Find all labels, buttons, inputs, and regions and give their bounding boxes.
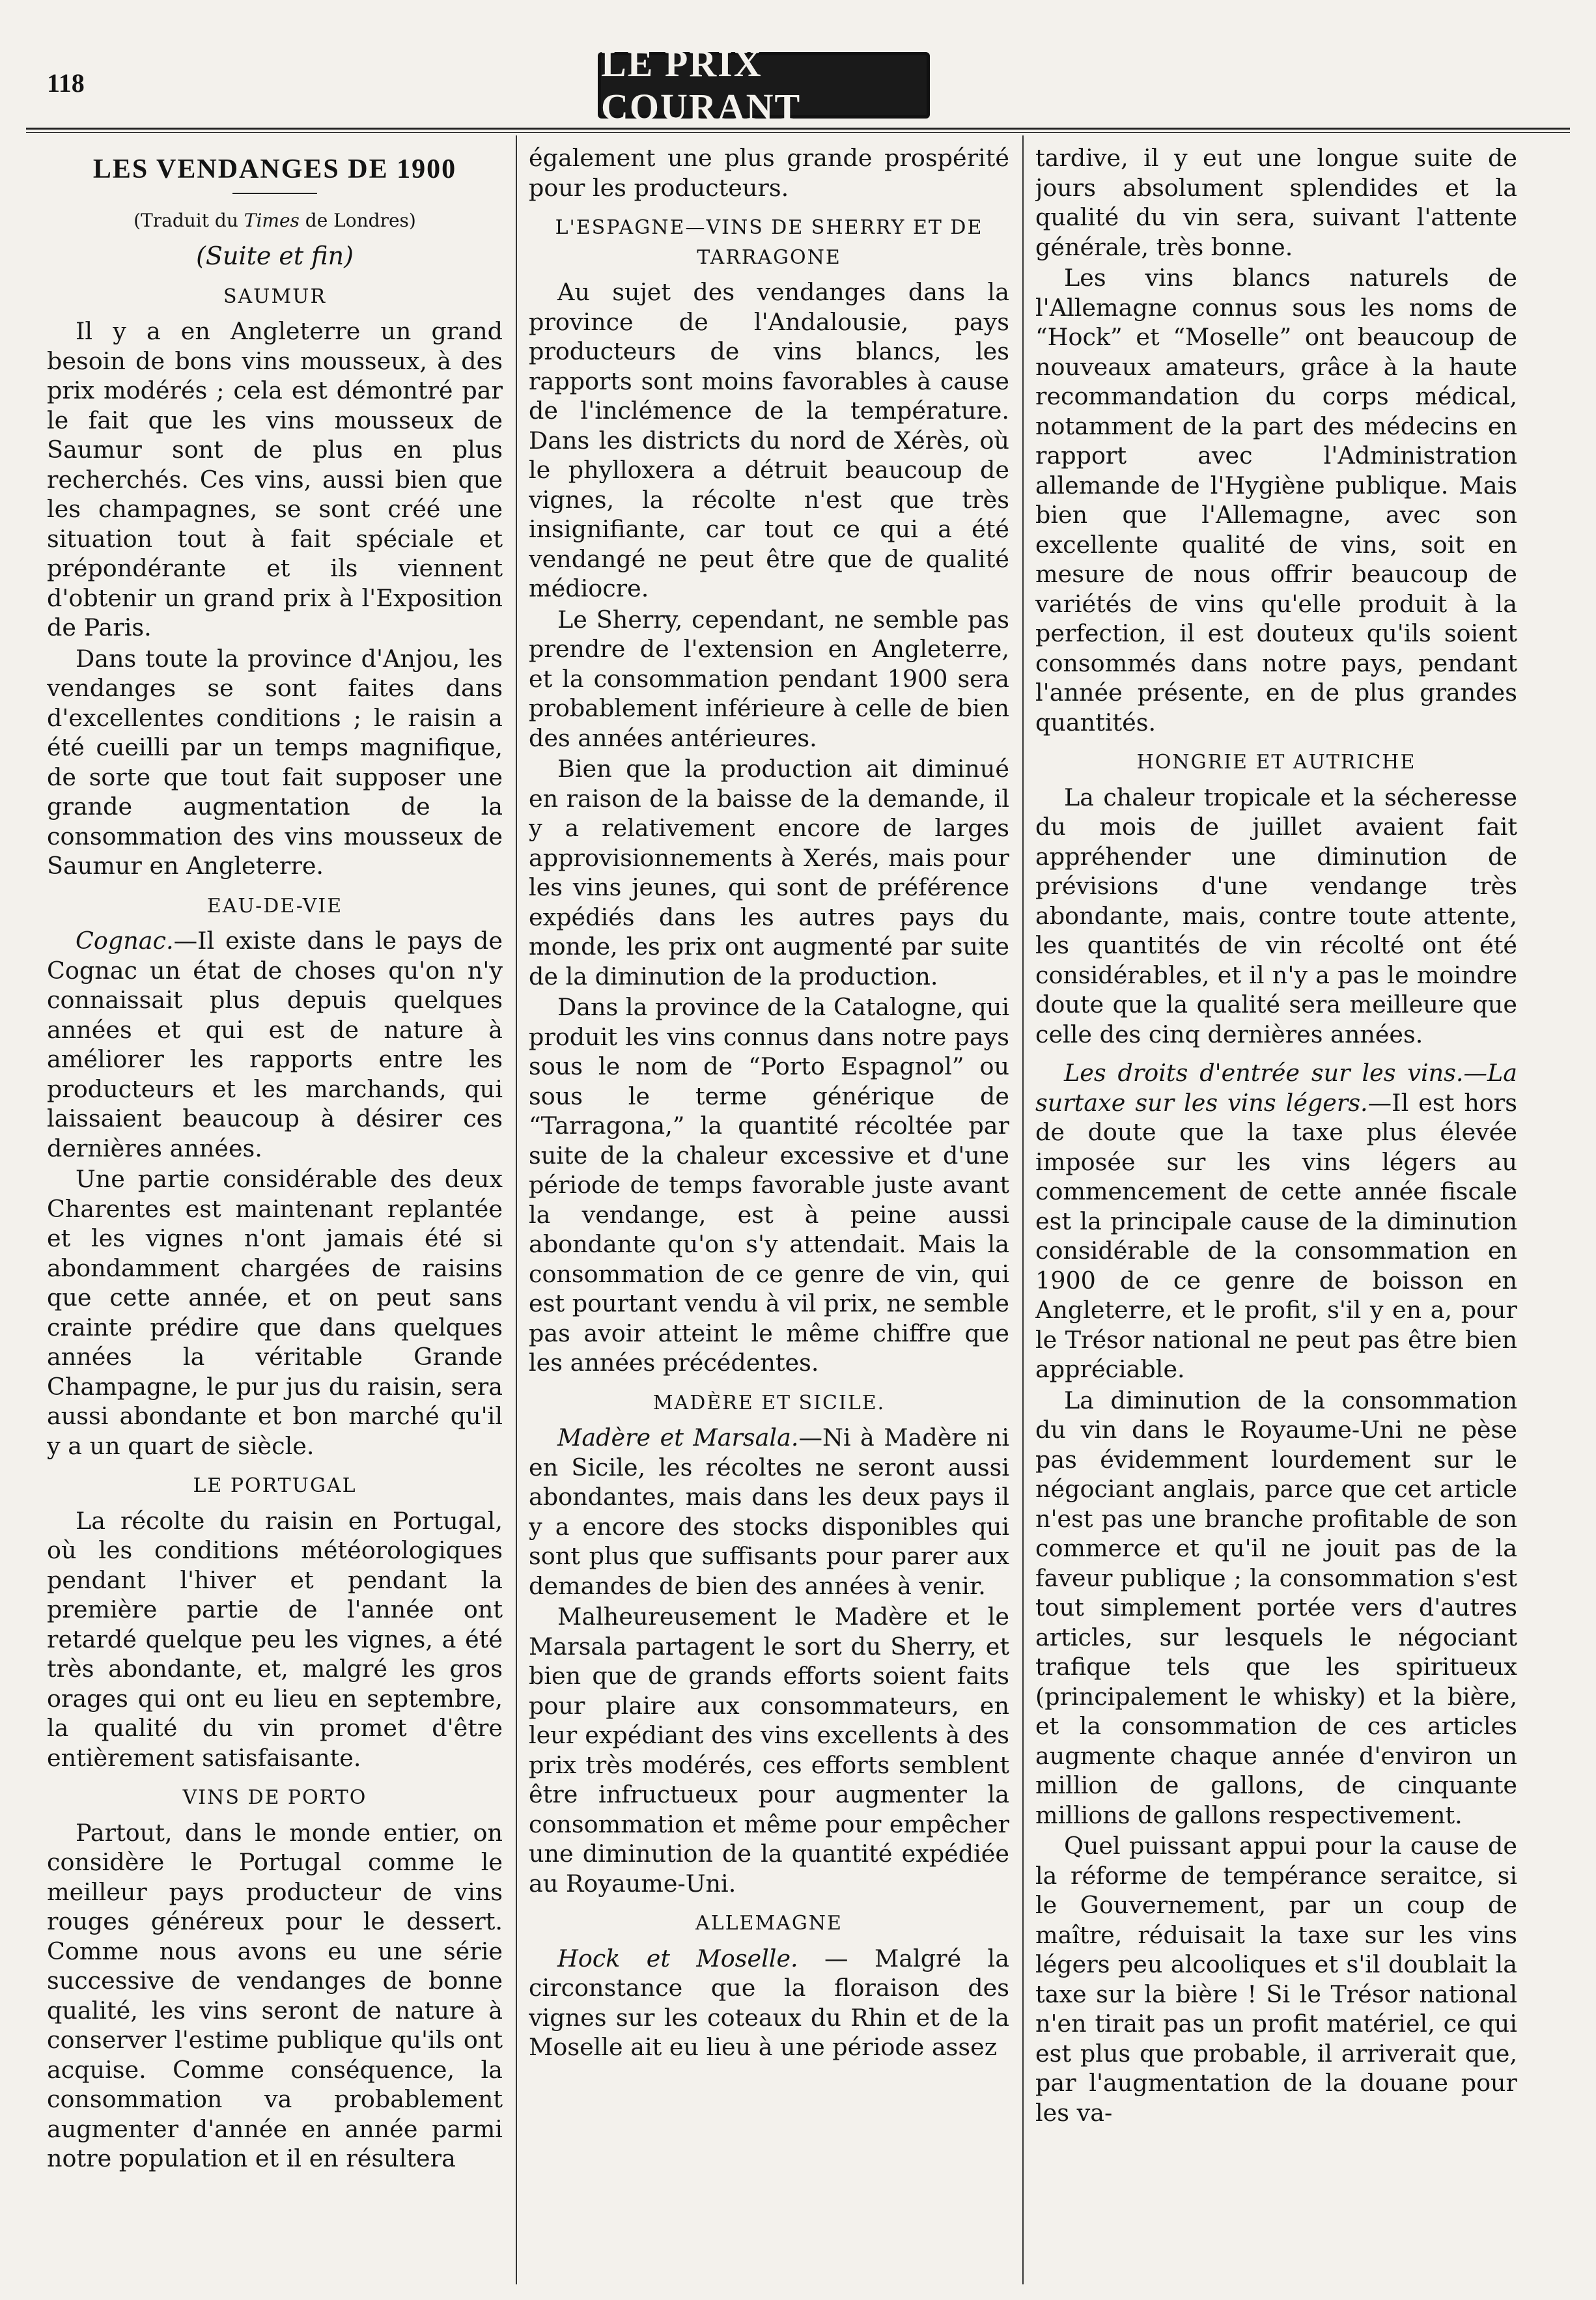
paragraph: Partout, dans le monde entier, on considère le Portugal comme le meilleur pays producteur de vins rouges généreux pour le dessert. Comme nous avons eu une série successive de vendanges de bonne qualité, les vins seront de nature à conserver l'estime publique qu'ils ont acquise. Comme conséquence, la consommation va probablement augmenter d'année en année parmi notre population et il en résultera bbox=[47, 1818, 503, 2172]
section-heading-espagne: L'ESPAGNE—VINS DE SHERRY ET DE TARRAGONE bbox=[555, 216, 983, 269]
column-2 bbox=[529, 143, 1009, 2279]
section-heading-portugal: LE PORTUGAL bbox=[193, 1474, 357, 1497]
paragraph: Il y a en Angleterre un grand besoin de bons vins mousseux, à des prix modérés ; cela est démontré par le fait que les vins mousseux de Saumur sont de plus en plus recherchés. Ces vins, aussi bien que les champagnes, se sont créé une situation tout à fait spéciale et prépondérante et ils viennent d'obtenir un grand prix à l'Exposition de Paris. bbox=[47, 317, 503, 641]
paragraph: Une partie considérable des deux Charentes est maintenant replantée et les vignes n'ont jamais été si abondamment chargées de raisins que cette année, et on peut sans crainte prédire que dans quelques années la véritable Grande Champagne, le pur jus du raisin, sera aussi abondante et bon marché qu'il y a un quart de siècle. bbox=[47, 1165, 503, 1460]
source-paper: Times bbox=[244, 209, 300, 231]
section-heading-allemagne: ALLEMAGNE bbox=[695, 1912, 843, 1935]
paragraph: Au sujet des vendanges dans la province de l'Andalousie, pays producteurs de vins blancs, les rapports sont moins favorables à cause de l'inclémence de la température. Dans les districts du nord de Xérès, où le phylloxera a détruit beaucoup de vignes, la récolte n'est que très insignifiante, car tout ce qui a été vendangé ne peut être que de qualité médiocre. bbox=[529, 278, 1009, 602]
column-1 bbox=[47, 143, 503, 2279]
title-rule bbox=[232, 193, 317, 194]
paragraph bbox=[529, 1944, 1009, 2062]
source-prefix: (Traduit du bbox=[133, 209, 244, 231]
paragraph: La récolte du raisin en Portugal, où les conditions météorologiques pendant l'hiver et pendant la première partie de l'année ont retardé quelque peu les vignes, a été très abondante, et, malgré les gros orages qui ont eu lieu en septembre, la qualité du vin promet d'être entièrement satisfaisante. bbox=[47, 1506, 503, 1772]
article-subtitle: (Suite et fin) bbox=[196, 242, 354, 270]
paragraph: Bien que la production ait diminué en raison de la baisse de la demande, il y a relativement encore de larges approvisionnements à Xerés, mais pour les vins jeunes, qui sont de préférence expédiés dans les autres pays du monde, les prix ont augmenté par suite de la diminution de la production. bbox=[529, 755, 1009, 990]
paragraph-text: —Ni à Madère ni en Sicile, les récoltes ne seront aussi abondantes, mais dans les deux pays il y a encore des stocks disponibles qui sont plus que suffisants pour parer aux demandes de bien des années à venir. bbox=[529, 1423, 1009, 1600]
paragraph-lead: Cognac. bbox=[76, 927, 174, 955]
page-number: 118 bbox=[47, 68, 85, 98]
column-divider bbox=[516, 135, 517, 2284]
paragraph: Les vins blancs naturels de l'Allemagne connus sous les noms de “Hock” et “Moselle” ont beaucoup de nouveaux amateurs, grâce à la haute recommandation du corps médical, notamment de la part des médecins en rapport avec l'Administration allemande de l'Hygiène publique. Mais bien que l'Allemagne, avec son excellente qualité de vins, soit en mesure de nous offrir beaucoup de variétés de vins qu'elle produit à la perfection, il est douteux qu'ils soient consommés dans notre pays, pendant l'année présente, en de plus grandes quantités. bbox=[1035, 264, 1517, 736]
paragraph: La diminution de la consommation du vin dans le Royaume-Uni ne pèse pas évidemment lourdement sur le négociant anglais, parce que cet article n'est pas une branche profitable de son commerce et qu'il ne jouit pas de la faveur publique ; la consommation s'est tout simplement portée vers d'autres articles, sur lesquels le négociant trafique tels que les spiritueux (principalement le whisky) et la bière, et la consommation de ces articles augmente chaque année d'environ un million de gallons, de cinquante millions de gallons respectivement. bbox=[1035, 1386, 1517, 1829]
paragraph: tardive, il y eut une longue suite de jours absolument splendides et la qualité du vin sera, suivant l'attente générale, très bonne. bbox=[1035, 144, 1517, 261]
paragraph bbox=[529, 1423, 1009, 1601]
paragraph: Dans la province de la Catalogne, qui produit les vins connus dans notre pays sous le nom de “Porto Espagnol” ou sous le terme générique de “Tarragona,” la quantité récoltée par suite de la chaleur excessive et d'une période de temps favorable juste avant la vendange, est à peine aussi abondante qu'on s'y attendait. Mais la consommation de ce genre de vin, qui est pourtant vendu à vil prix, ne semble pas avoir atteint le même chiffre que les années précédentes. bbox=[529, 993, 1009, 1377]
paragraph-lead: Les droits d'entrée sur les vins.—La surtaxe sur les vins légers. bbox=[1035, 1059, 1517, 1117]
paragraph: Dans toute la province d'Anjou, les vendanges se sont faites dans d'excellentes conditions ; le raisin a été cueilli par un temps magnifique, de sorte que tout fait supposer une grande augmentation de la consommation des vins mousseux de Saumur en Angleterre. bbox=[47, 644, 503, 880]
paragraph-text: —Il existe dans le pays de Cognac un état de choses qu'on n'y connaissait plus depuis quelques années et qui est de nature à améliorer les rapports entre les producteurs et les marchands, qui laissaient beaucoup à désirer ces dernières années. bbox=[47, 927, 503, 1162]
paragraph bbox=[47, 926, 503, 1163]
section-heading-saumur: SAUMUR bbox=[223, 285, 327, 308]
paragraph-lead: Hock et Moselle. bbox=[557, 1944, 798, 1972]
section-heading-madere: MADÈRE ET SICILE. bbox=[652, 1391, 886, 1414]
paragraph: Malheureusement le Madère et le Marsala partagent le sort du Sherry, et bien que de grands efforts soient faits pour plaire aux consommateurs, en leur expédiant des vins excellents à des prix très modérés, ces efforts semblent être infructueux pour augmenter la consommation et même pour empêcher une diminution de la quantité expédiée au Royaume-Uni. bbox=[529, 1603, 1009, 1898]
paragraph bbox=[1035, 1058, 1517, 1384]
column-divider bbox=[1022, 135, 1024, 2284]
section-heading-porto: VINS DE PORTO bbox=[182, 1786, 367, 1809]
section-heading-eau-de-vie: EAU-DE-VIE bbox=[206, 894, 343, 918]
masthead-logo: LE PRIX COURANT bbox=[598, 52, 930, 119]
header-rule bbox=[26, 128, 1570, 133]
column-3 bbox=[1035, 143, 1517, 2279]
article-source bbox=[47, 206, 503, 236]
paragraph: La chaleur tropicale et la sécheresse du mois de juillet avaient fait appréhender une diminution de prévisions d'une vendange très abondante, mais, contre toute attente, les quantités de vin récolté ont été considérables, et il n'y a pas le moindre doute que la qualité sera meilleure que celle des cinq dernières années. bbox=[1035, 783, 1517, 1048]
paragraph-text: —Il est hors de doute que la taxe plus élevée imposée sur les vins légers au commencement de cette année fiscale est la principale cause de la diminution considérable de la consommation en 1900 de ce genre de boisson en Angleterre, et le profit, s'il y en a, pour le Trésor national ne peut pas être bien appréciable. bbox=[1035, 1088, 1517, 1383]
section-heading-hongrie: HONGRIE ET AUTRICHE bbox=[1136, 751, 1416, 774]
paragraph: Quel puissant appui pour la cause de la réforme de tempérance seraitce, si le Gouvernement, par un coup de maître, réduisait la taxe sur les vins légers peu alcooliques et s'il doublait la taxe sur la bière ! Si le Trésor national n'en tirait pas un profit matériel, ce qui est plus que probable, il arriverait que, par l'augmentation de la douane pour les va- bbox=[1035, 1832, 1517, 2127]
article-title: LES VENDANGES DE 1900 bbox=[92, 154, 457, 184]
paragraph: Le Sherry, cependant, ne semble pas prendre de l'extension en Angleterre, et la consommation pendant 1900 sera probablement inférieure à celle de bien des années antérieures. bbox=[529, 605, 1009, 752]
paragraph-text: — Malgré la circonstance que la floraison des vignes sur les coteaux du Rhin et de la Moselle ait eu lieu à une période assez bbox=[529, 1944, 1009, 2061]
source-suffix: de Londres) bbox=[299, 209, 416, 231]
paragraph-lead: Madère et Marsala. bbox=[557, 1423, 799, 1452]
paragraph: également une plus grande prospérité pour les producteurs. bbox=[529, 144, 1009, 202]
